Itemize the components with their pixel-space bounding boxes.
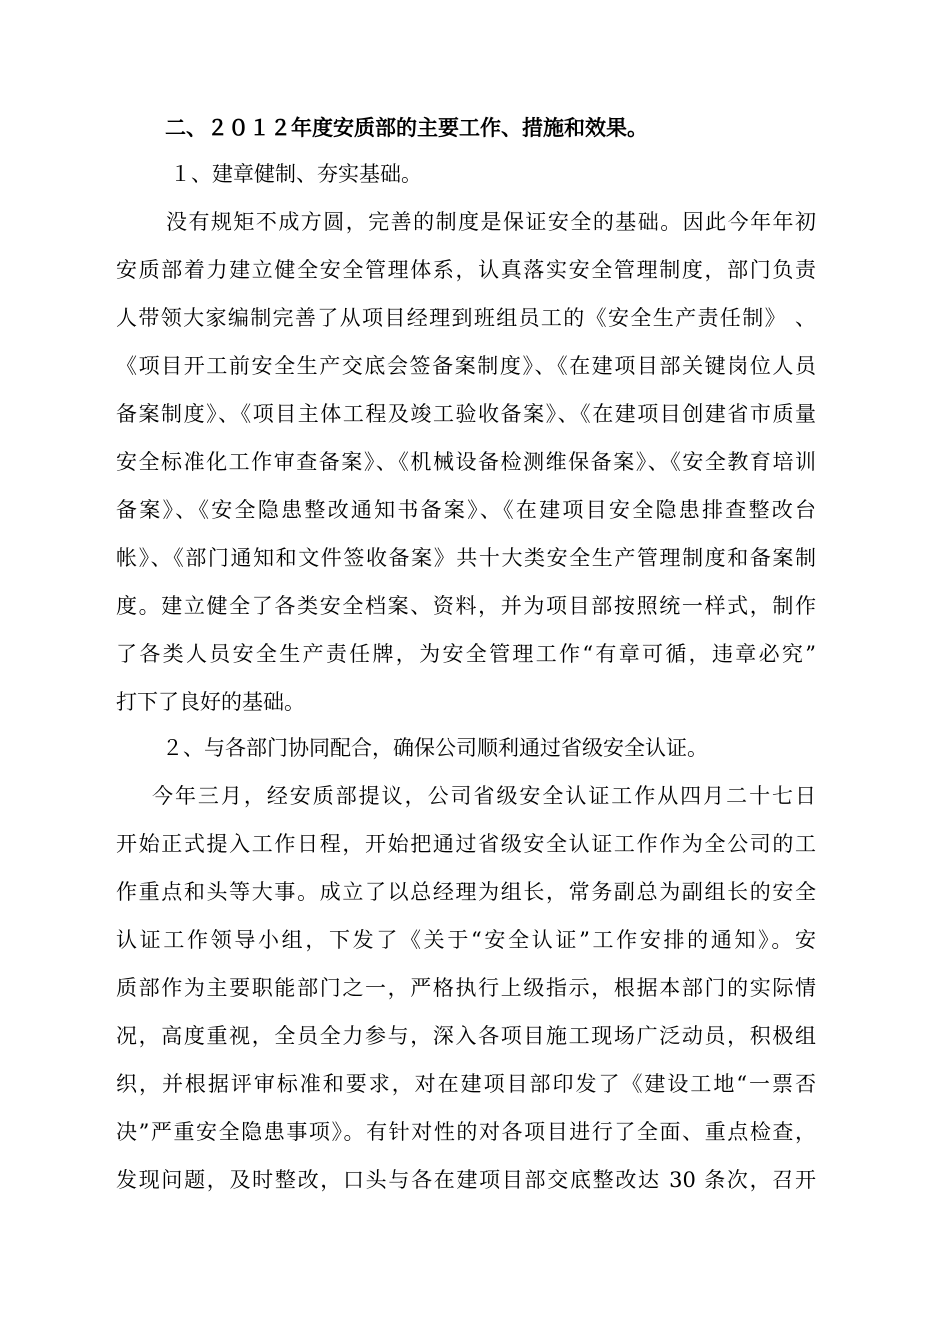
item1-line: 《项目开工前安全生产交底会签备案制度》、《在建项目部关键岗位人员 — [116, 354, 816, 378]
item1-line: 了各类人员安全生产责任牌，为安全管理工作“有章可循，违章必究” — [116, 642, 816, 666]
item2-line: 今年三月，经安质部提议，公司省级安全认证工作从四月二十七日 — [152, 784, 816, 808]
item2-line: 发现问题，及时整改，口头与各在建项目部交底整改达 30 条次，召开 — [116, 1168, 816, 1192]
item2-line: 决”严重安全隐患事项》。有针对性的对各项目进行了全面、重点检查， — [116, 1120, 816, 1144]
item1-line: 度。建立健全了各类安全档案、资料，并为项目部按照统一样式，制作 — [116, 594, 816, 618]
item1-line: 帐》、《部门通知和文件签收备案》共十大类安全生产管理制度和备案制 — [116, 546, 816, 570]
item2-line: 认证工作领导小组，下发了《关于“安全认证”工作安排的通知》。安 — [116, 928, 816, 952]
item1-line: 打下了良好的基础。 — [116, 690, 305, 714]
item2-line: 况，高度重视，全员全力参与，深入各项目施工现场广泛动员，积极组 — [116, 1024, 816, 1048]
item1-line: 备案》、《安全隐患整改通知书备案》、《在建项目安全隐患排查整改台 — [116, 498, 816, 522]
section-heading: 二、２０１２年度安质部的主要工作、措施和效果。 — [165, 115, 648, 140]
item1-line: 备案制度》、《项目主体工程及竣工验收备案》、《在建项目创建省市质量 — [116, 402, 816, 426]
item2-title: ２、与各部门协同配合，确保公司顺利通过省级安全认证。 — [162, 736, 708, 760]
item2-line: 作重点和头等大事。成立了以总经理为组长，常务副总为副组长的安全 — [116, 880, 816, 904]
item2-line: 开始正式提入工作日程，开始把通过省级安全认证工作作为全公司的工 — [116, 832, 816, 856]
item2-line: 质部作为主要职能部门之一，严格执行上级指示，根据本部门的实际情 — [116, 976, 816, 1000]
item1-line: 安全标准化工作审查备案》、《机械设备检测维保备案》、《安全教育培训 — [116, 450, 816, 474]
item1-line: 安质部着力建立健全安全管理体系，认真落实安全管理制度，部门负责 — [116, 258, 816, 282]
item2-line: 织，并根据评审标准和要求，对在建项目部印发了《建设工地“一票否 — [116, 1072, 816, 1096]
item1-title: １、建章健制、夯实基础。 — [170, 162, 422, 186]
item1-line: 没有规矩不成方圆，完善的制度是保证安全的基础。因此今年年初 — [166, 210, 816, 234]
item1-line: 人带领大家编制完善了从项目经理到班组员工的《安全生产责任制》 、 — [116, 306, 816, 330]
